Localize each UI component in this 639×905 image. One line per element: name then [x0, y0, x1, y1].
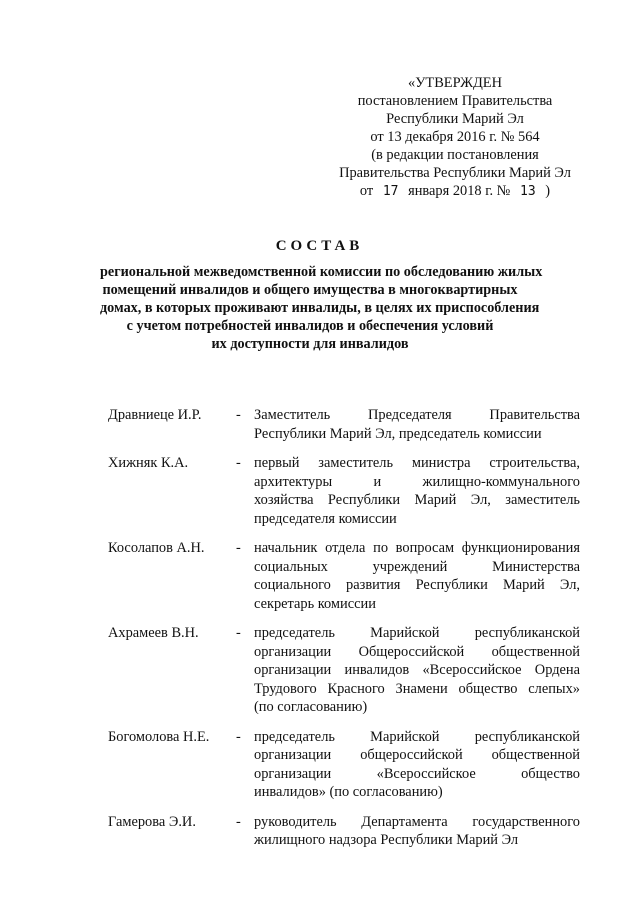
member-dash: - [236, 728, 241, 745]
member-role [254, 624, 580, 717]
member-dash: - [236, 625, 241, 641]
member-row [108, 728, 580, 802]
member-row [108, 454, 580, 528]
member-name: Ахрамеев В.Н. [108, 625, 199, 641]
member-name: Дравниеце И.Р. [108, 407, 202, 423]
member-role-line: председателя комиссии [254, 510, 397, 527]
member-role-line: организации Общероссийской общественной [254, 643, 580, 660]
member-role-line: архитектуры и жилищно-коммунального [254, 473, 580, 490]
member-role [254, 728, 580, 802]
member-role-line: социальных учреждений Министерства [254, 558, 580, 575]
approval-amendment-date-line [320, 182, 590, 201]
member-dash: - [236, 455, 241, 471]
member-dash: - [236, 813, 241, 830]
approval-number-handwritten: 13 [520, 184, 536, 199]
approval-line: «УТВЕРЖДЕН [408, 75, 502, 91]
approval-block [320, 74, 590, 201]
member-role [254, 813, 580, 850]
approval-line: Республики Марий Эл [386, 111, 524, 127]
member-name: Гамерова Э.И. [108, 813, 196, 830]
member-role-line: начальник отдела по вопросам функционирования [254, 540, 580, 556]
approval-date-prefix: от [359, 183, 374, 199]
member-row [108, 539, 580, 613]
member-role [254, 406, 580, 443]
member-role-line: жилищного надзора Республики Марий Эл [254, 832, 519, 848]
approval-date-middle: января 2018 г. № [408, 183, 511, 199]
member-role-line: организации инвалидов «Всероссийское Ордена [254, 662, 580, 678]
approval-line: (в редакции постановления [371, 147, 539, 163]
member-role-line: председатель Марийской республиканской [254, 625, 580, 641]
member-role-line: Республики Марий Эл, председатель комиссии [254, 425, 542, 442]
document-subtitle [100, 263, 543, 353]
subtitle-line: региональной межведомственной комиссии по обследованию жилых [100, 264, 543, 280]
member-role-line: секретарь комиссии [254, 595, 376, 612]
member-dash: - [236, 540, 241, 556]
approval-date-suffix: ) [545, 183, 551, 199]
subtitle-line: помещений инвалидов и общего имущества в многоквартирных [102, 282, 518, 298]
member-role-line: Заместитель Председателя Правительства [254, 407, 580, 423]
member-role-line: первый заместитель министра строительства, [254, 455, 580, 471]
member-role [254, 539, 580, 613]
member-role-line: организации «Всероссийское общество [254, 765, 580, 782]
member-name: Хижняк К.А. [108, 455, 189, 471]
member-role [254, 454, 580, 528]
member-role-line: организации общероссийской общественной [254, 747, 580, 763]
approval-day-handwritten: 17 [382, 184, 399, 199]
member-name: Косолапов А.Н. [108, 540, 205, 556]
approval-line: от 13 декабря 2016 г. № 564 [370, 129, 540, 145]
member-role-line: хозяйства Республики Марий Эл, заместитель [254, 492, 580, 508]
member-role-line: инвалидов» (по согласованию) [254, 784, 443, 800]
approval-line: Правительства Республики Марий Эл [339, 165, 571, 181]
member-row [108, 624, 580, 717]
member-role-line: (по согласованию) [254, 699, 368, 715]
member-row [108, 813, 580, 850]
approval-line: постановлением Правительства [357, 93, 553, 109]
member-role-line: социального развития Республики Марий Эл, [254, 577, 580, 593]
member-role-line: Трудового Красного Знамени общество слепых» [254, 680, 580, 697]
subtitle-line: их доступности для инвалидов [211, 336, 409, 352]
member-row [108, 406, 580, 443]
subtitle-line: с учетом потребностей инвалидов и обеспечения условий [126, 318, 494, 334]
document-title: СОСТАВ [275, 238, 364, 254]
member-dash: - [236, 407, 241, 423]
subtitle-line: домах, в которых проживают инвалиды, в целях их приспособления [100, 300, 540, 316]
member-role-line: председатель Марийской республиканской [254, 728, 580, 745]
members-list [108, 406, 580, 861]
member-role-line: руководитель Департамента государственного [254, 813, 580, 830]
member-name: Богомолова Н.Е. [108, 728, 210, 745]
